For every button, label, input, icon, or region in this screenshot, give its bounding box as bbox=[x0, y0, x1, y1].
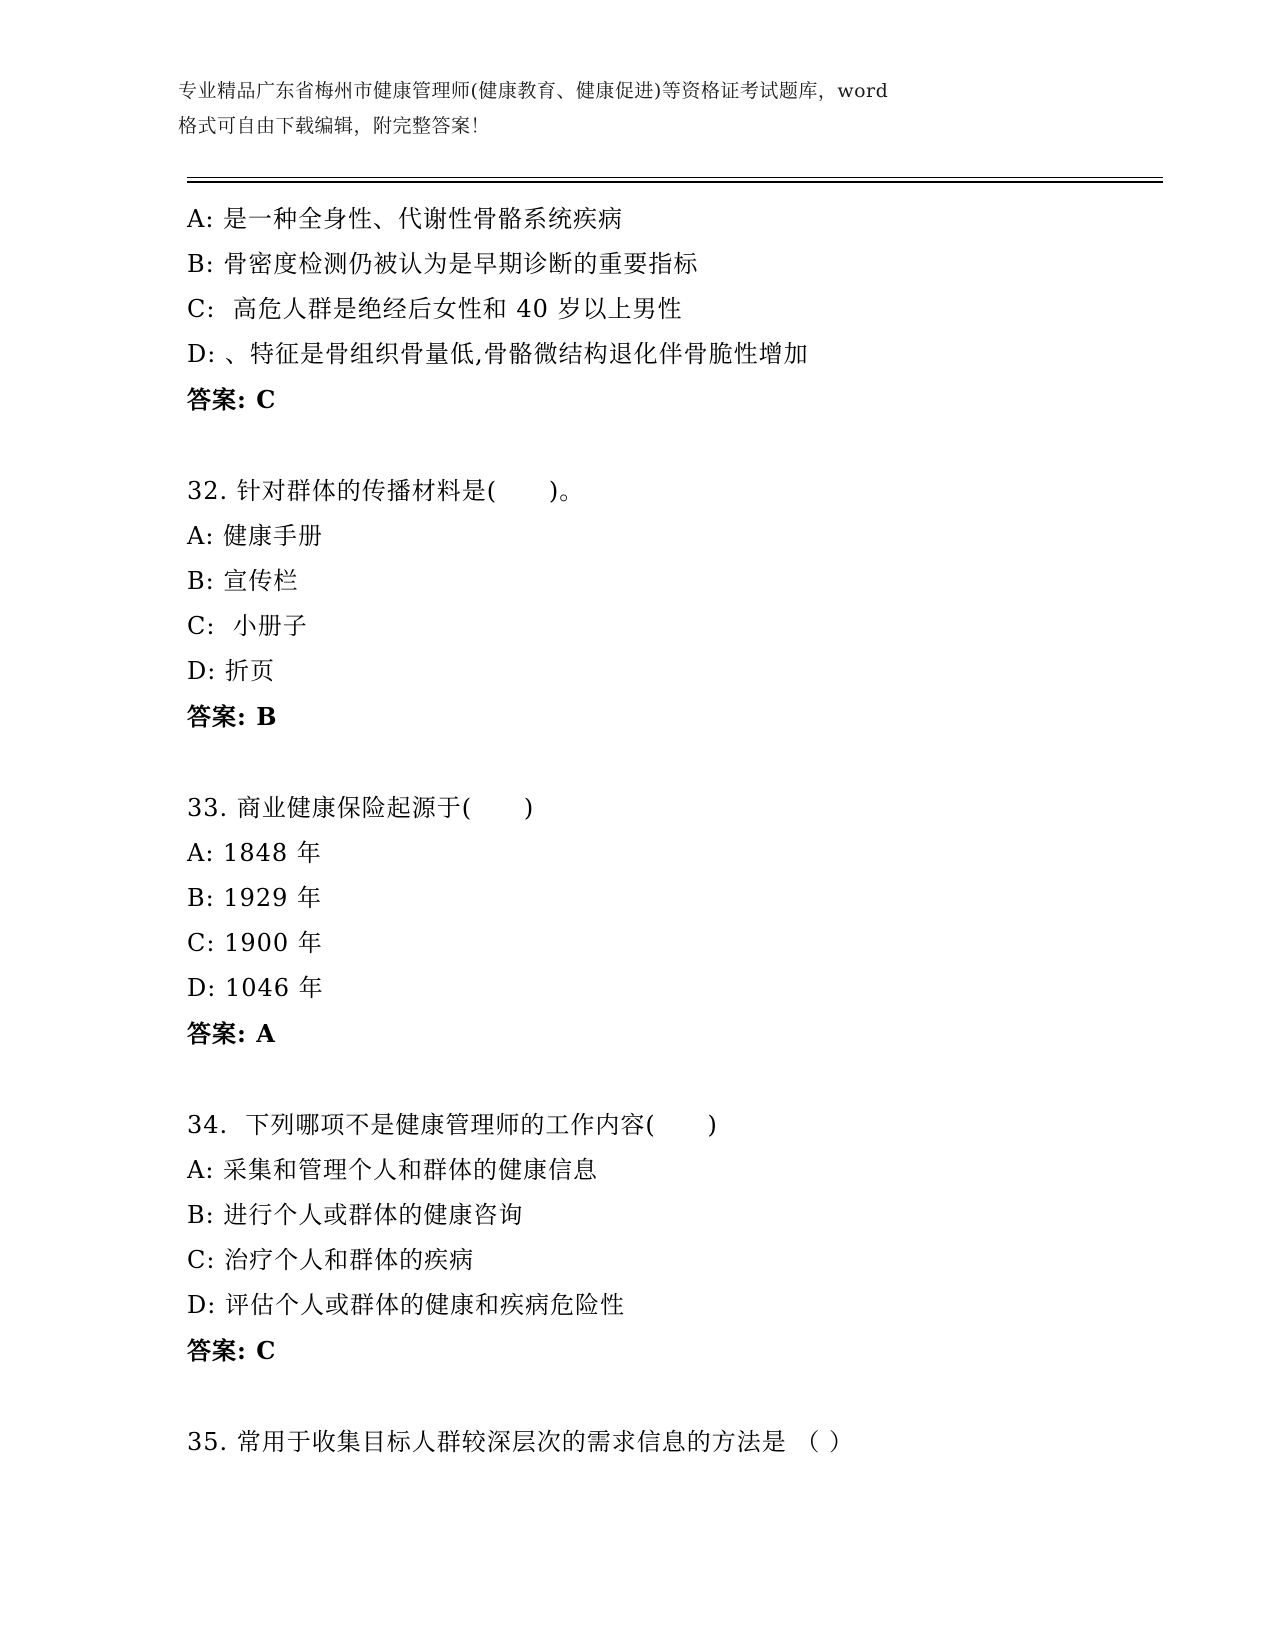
option-a: A: 健康手册 bbox=[187, 522, 324, 550]
option-a: A: 采集和管理个人和群体的健康信息 bbox=[187, 1156, 599, 1184]
question-block-33 bbox=[187, 786, 1172, 1056]
option-d: D: 、特征是骨组织骨量低,骨骼微结构退化伴骨脆性增加 bbox=[187, 340, 809, 368]
option-c: C: 1900 年 bbox=[187, 929, 323, 957]
option-c: C: 治疗个人和群体的疾病 bbox=[187, 1246, 475, 1274]
option-d: D: 折页 bbox=[187, 657, 275, 685]
answer-line: 答案: C bbox=[187, 1336, 277, 1365]
question-block-34 bbox=[187, 1103, 1172, 1373]
question-stem: 35. 常用于收集目标人群较深层次的需求信息的方法是 （ ） bbox=[187, 1428, 855, 1456]
option-c: C: 高危人群是绝经后女性和 40 岁以上男性 bbox=[187, 295, 683, 323]
question-block-35 bbox=[187, 1420, 1172, 1465]
option-a: A: 是一种全身性、代谢性骨骼系统疾病 bbox=[187, 205, 624, 233]
answer-line: 答案: C bbox=[187, 385, 277, 414]
header-line-2: 格式可自由下载编辑，附完整答案！ bbox=[178, 115, 491, 137]
question-block-32 bbox=[187, 469, 1172, 739]
question-block-31 bbox=[187, 197, 1172, 422]
option-d: D: 评估个人或群体的健康和疾病危险性 bbox=[187, 1291, 625, 1319]
question-stem: 33. 商业健康保险起源于( ) bbox=[187, 794, 535, 822]
option-b: B: 骨密度检测仍被认为是早期诊断的重要指标 bbox=[187, 250, 699, 278]
option-b: B: 宣传栏 bbox=[187, 567, 299, 595]
option-a: A: 1848 年 bbox=[187, 839, 322, 867]
page-header bbox=[178, 74, 1188, 144]
document-body bbox=[187, 197, 1172, 1465]
header-rule bbox=[187, 177, 1163, 183]
option-b: B: 进行个人或群体的健康咨询 bbox=[187, 1201, 524, 1229]
option-d: D: 1046 年 bbox=[187, 974, 324, 1002]
question-stem: 32. 针对群体的传播材料是( )。 bbox=[187, 477, 585, 505]
header-line-1: 专业精品广东省梅州市健康管理师(健康教育、健康促进)等资格证考试题库，word bbox=[178, 80, 889, 102]
answer-line: 答案: A bbox=[187, 1019, 276, 1048]
option-c: C: 小册子 bbox=[187, 612, 308, 640]
option-b: B: 1929 年 bbox=[187, 884, 323, 912]
question-stem: 34. 下列哪项不是健康管理师的工作内容( ) bbox=[187, 1111, 718, 1139]
answer-line: 答案: B bbox=[187, 702, 278, 731]
